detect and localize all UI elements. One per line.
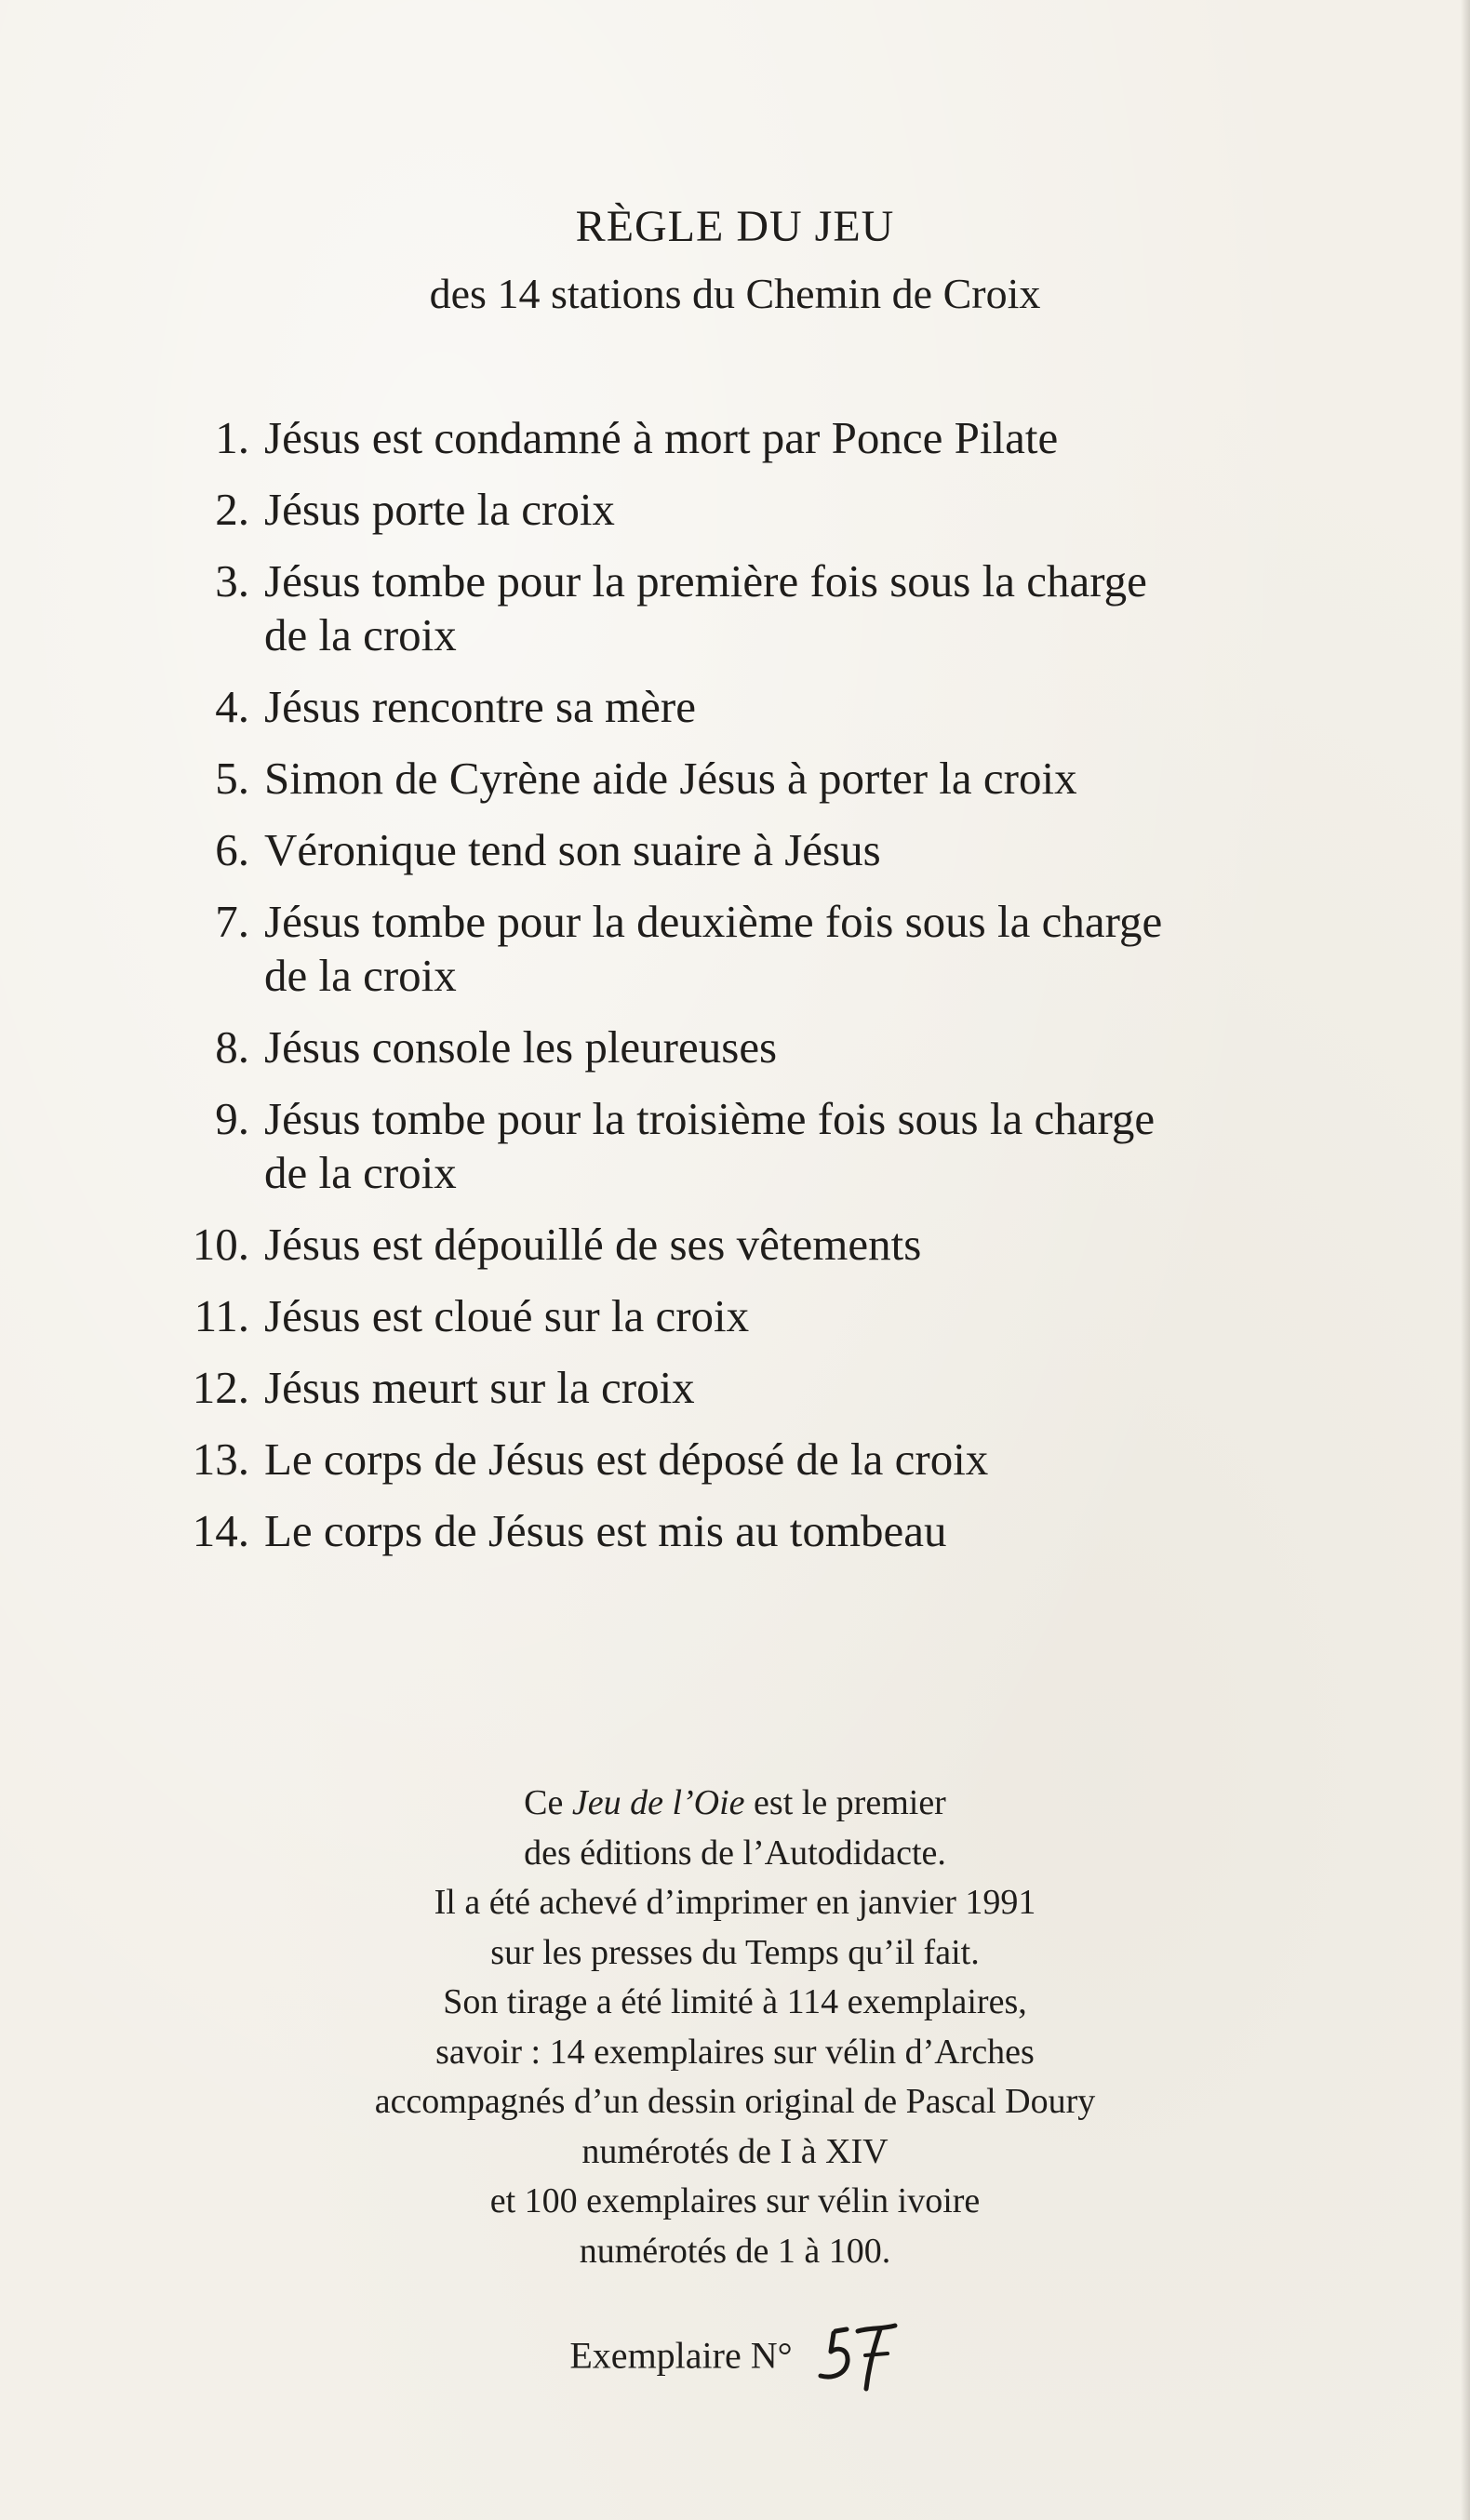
station-number: 1.	[215, 412, 249, 463]
page-title: RÈGLE DU JEU	[575, 202, 895, 251]
colophon-line: Il a été achevé d’imprimer en janvier 1991	[434, 1883, 1036, 1922]
station-item	[140, 823, 1340, 877]
colophon-line: Son tirage a été limité à 114 exemplaires,	[443, 1982, 1027, 2021]
colophon	[0, 1779, 1470, 2276]
station-number: 11.	[194, 1290, 249, 1341]
station-number: 6.	[215, 824, 249, 875]
colophon-line	[0, 1779, 1470, 1829]
station-text	[264, 483, 1340, 537]
station-text-line: Jésus tombe pour la deuxième fois sous la charge	[264, 896, 1163, 947]
station-text-line: Jésus tombe pour la troisième fois sous la charge	[264, 1093, 1156, 1144]
station-text	[264, 1289, 1340, 1343]
station-item	[140, 411, 1340, 465]
page-subtitle: des 14 stations du Chemin de Croix	[429, 270, 1041, 317]
station-number: 9.	[215, 1093, 249, 1144]
station-item	[140, 483, 1340, 537]
station-number: 4.	[215, 681, 249, 732]
handwritten-number	[815, 2318, 901, 2393]
station-text-line: Le corps de Jésus est déposé de la croix	[264, 1433, 989, 1485]
colophon-line: savoir : 14 exemplaires sur vélin d’Arches	[435, 2032, 1035, 2072]
station-number: 13.	[192, 1433, 249, 1485]
station-item	[140, 1092, 1340, 1200]
colophon-prefix: Ce	[524, 1783, 572, 1822]
station-text	[264, 680, 1340, 734]
station-item	[140, 1289, 1340, 1343]
station-item	[140, 895, 1340, 1003]
colophon-title-italic: Jeu de l’Oie	[571, 1783, 745, 1822]
station-text-line: Jésus meurt sur la croix	[264, 1362, 695, 1413]
colophon-line: des éditions de l’Autodidacte.	[524, 1833, 946, 1873]
station-text-line: Jésus est dépouillé de ses vêtements	[264, 1219, 922, 1270]
station-text-line: Jésus est cloué sur la croix	[264, 1290, 750, 1341]
colophon-line: numérotés de I à XIV	[581, 2131, 889, 2171]
exemplaire-line	[0, 2318, 1470, 2393]
station-text-line: de la croix	[264, 1147, 457, 1198]
station-number: 14.	[192, 1505, 249, 1556]
station-item	[140, 752, 1340, 806]
stations-list	[140, 411, 1340, 1576]
station-item	[140, 554, 1340, 662]
title-block	[0, 197, 1470, 331]
station-text-line: de la croix	[264, 609, 457, 660]
station-item	[140, 1433, 1340, 1487]
station-text	[264, 1020, 1340, 1074]
station-number: 5.	[215, 753, 249, 804]
colophon-line: et 100 exemplaires sur vélin ivoire	[489, 2181, 981, 2220]
station-text	[264, 1504, 1340, 1558]
station-text-line: Jésus rencontre sa mère	[264, 681, 696, 732]
station-text	[264, 411, 1340, 465]
station-text	[264, 1218, 1340, 1272]
station-text	[264, 752, 1340, 806]
station-text-line: Jésus est condamné à mort par Ponce Pilate	[264, 412, 1059, 463]
station-number: 7.	[215, 896, 249, 947]
colophon-line: numérotés de 1 à 100.	[579, 2231, 891, 2271]
station-number: 2.	[215, 484, 249, 535]
colophon-line: accompagnés d’un dessin original de Pascal Doury	[374, 2082, 1096, 2121]
station-text	[264, 895, 1340, 1003]
station-text-line: Simon de Cyrène aide Jésus à porter la croix	[264, 753, 1077, 804]
station-text	[264, 1092, 1340, 1200]
station-item	[140, 1361, 1340, 1415]
station-text-line: de la croix	[264, 950, 457, 1001]
station-number: 12.	[192, 1362, 249, 1413]
station-text	[264, 1433, 1340, 1487]
station-item	[140, 1218, 1340, 1272]
station-item	[140, 680, 1340, 734]
exemplaire-label: Exemplaire N°	[569, 2334, 793, 2377]
station-item	[140, 1020, 1340, 1074]
station-text	[264, 554, 1340, 662]
station-number: 8.	[215, 1021, 249, 1073]
station-number: 10.	[192, 1219, 249, 1270]
colophon-suffix: est le premier	[744, 1783, 946, 1822]
colophon-line: sur les presses du Temps qu’il fait.	[490, 1932, 980, 1972]
station-text-line: Jésus console les pleureuses	[264, 1021, 778, 1073]
station-text-line: Jésus porte la croix	[264, 484, 615, 535]
station-text-line: Jésus tombe pour la première fois sous la charge	[264, 555, 1147, 607]
station-text-line: Le corps de Jésus est mis au tombeau	[264, 1505, 947, 1556]
station-text-line: Véronique tend son suaire à Jésus	[264, 824, 881, 875]
station-number: 3.	[215, 555, 249, 607]
station-text	[264, 823, 1340, 877]
station-text	[264, 1361, 1340, 1415]
station-item	[140, 1504, 1340, 1558]
